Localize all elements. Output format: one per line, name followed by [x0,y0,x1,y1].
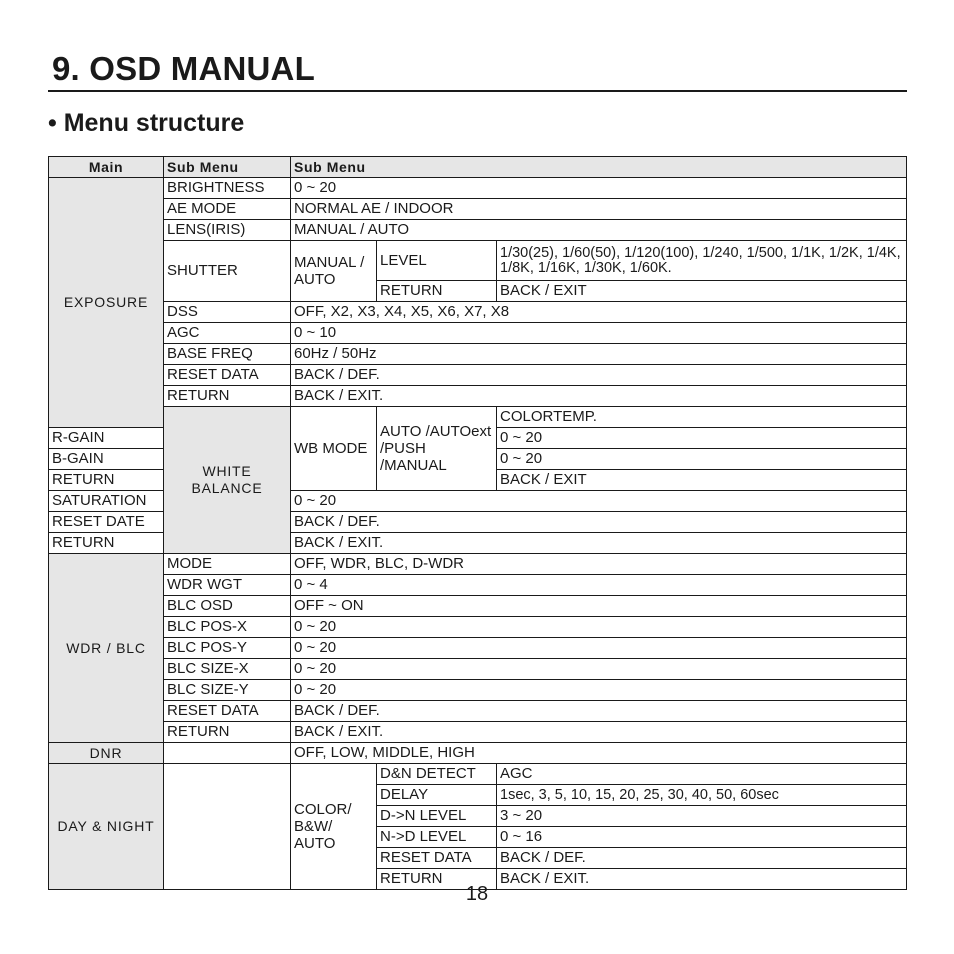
item-value: BACK / DEF. [291,365,907,386]
main-exposure: EXPOSURE [49,178,164,428]
item-value: 0 ~ 20 [291,638,907,659]
item-value: 60Hz / 50Hz [291,344,907,365]
item-value: 0 ~ 20 [291,617,907,638]
sub-item-value: BACK / EXIT [497,470,907,491]
item-value: 0 ~ 20 [291,680,907,701]
sub-item-name: N->D LEVEL [377,827,497,848]
item-name: MODE [164,554,291,575]
table-row [49,617,907,638]
item-value: OFF, LOW, MIDDLE, HIGH [291,743,907,764]
table-row [49,701,907,722]
sub-item-name: RETURN [49,470,164,491]
table-row [49,575,907,596]
table-row [49,178,907,199]
sub-item-name: D->N LEVEL [377,806,497,827]
sub-item-name: RETURN [377,869,497,890]
header-sub-menu-1: Sub Menu [164,157,291,178]
item-name: SHUTTER [164,241,291,302]
table-row [49,596,907,617]
table-row [49,365,907,386]
item-value: BACK / DEF. [291,512,907,533]
item-name-empty [164,743,291,764]
sub-item-name: RETURN [377,281,497,302]
main-wdr-blc: WDR / BLC [49,554,164,743]
sub-item-value: 1/30(25), 1/60(50), 1/120(100), 1/240, 1/500, 1/1K, 1/2K, 1/4K, 1/8K, 1/16K, 1/30K, 1/60K. [497,241,907,281]
sub-item-value: BACK / EXIT. [497,869,907,890]
item-name: BLC POS-Y [164,638,291,659]
item-value: 0 ~ 20 [291,659,907,680]
shutter-mode: MANUAL / AUTO [291,241,377,302]
item-name: WB MODE [291,407,377,491]
day-night-mode: COLOR/ B&W/ AUTO [291,764,377,890]
item-name: BASE FREQ [164,344,291,365]
title-divider [48,90,907,92]
item-name: DSS [164,302,291,323]
item-name: RETURN [49,533,164,554]
item-value: OFF ~ ON [291,596,907,617]
main-dnr: DNR [49,743,164,764]
page-number: 18 [465,883,489,905]
item-name: RESET DATE [49,512,164,533]
item-value: BACK / EXIT. [291,533,907,554]
sub-item-name: RESET DATA [377,848,497,869]
header-main: Main [49,157,164,178]
sub-item-name: DELAY [377,785,497,806]
table-row [49,241,907,281]
page-title: 9. OSD MANUAL [52,50,315,87]
sub-item-value: BACK / EXIT [497,281,907,302]
table-row [49,554,907,575]
sub-item-value: 3 ~ 20 [497,806,907,827]
table-row [49,764,907,785]
item-value: OFF, WDR, BLC, D-WDR [291,554,907,575]
table-row [49,344,907,365]
sub-item-name: COLORTEMP. [497,407,907,428]
item-name: SATURATION [49,491,164,512]
item-name: RESET DATA [164,365,291,386]
header-sub-menu-2: Sub Menu [291,157,907,178]
sub-item-value: 0 ~ 20 [497,449,907,470]
item-value: BACK / DEF. [291,701,907,722]
item-name: LENS(IRIS) [164,220,291,241]
main-day-night: DAY & NIGHT [49,764,164,890]
table-row [49,323,907,344]
sub-item-value: 1sec, 3, 5, 10, 15, 20, 25, 30, 40, 50, 60sec [497,785,907,806]
table-row [49,302,907,323]
section-heading: • Menu structure [48,109,245,137]
item-name: WDR WGT [164,575,291,596]
table-row [49,638,907,659]
item-value: OFF, X2, X3, X4, X5, X6, X7, X8 [291,302,907,323]
sub-item-value: 0 ~ 16 [497,827,907,848]
item-name: RETURN [164,722,291,743]
table-row [49,743,907,764]
item-name: RETURN [164,386,291,407]
item-value: 0 ~ 20 [291,491,907,512]
sub-item-name: LEVEL [377,241,497,281]
menu-structure-table [48,156,907,890]
main-white-balance: WHITE BALANCE [164,407,291,554]
item-name: BLC OSD [164,596,291,617]
item-name-empty [164,764,291,890]
table-row [49,722,907,743]
item-value: 0 ~ 10 [291,323,907,344]
sub-item-value: AGC [497,764,907,785]
item-name: AE MODE [164,199,291,220]
wb-mode-options: AUTO /AUTOext /PUSH /MANUAL [377,407,497,491]
sub-item-value: 0 ~ 20 [497,428,907,449]
item-value: BACK / EXIT. [291,722,907,743]
table-row [49,386,907,407]
table-row [49,659,907,680]
item-name: RESET DATA [164,701,291,722]
table-header-row [49,157,907,178]
sub-item-value: BACK / DEF. [497,848,907,869]
item-value: BACK / EXIT. [291,386,907,407]
item-value: 0 ~ 20 [291,178,907,199]
item-name: BRIGHTNESS [164,178,291,199]
table-row [49,680,907,701]
table-row [49,199,907,220]
item-name: BLC SIZE-Y [164,680,291,701]
table-row [49,407,907,428]
sub-item-name: R-GAIN [49,428,164,449]
table-row [49,220,907,241]
item-value: NORMAL AE / INDOOR [291,199,907,220]
item-name: BLC SIZE-X [164,659,291,680]
item-name: BLC POS-X [164,617,291,638]
sub-item-name: B-GAIN [49,449,164,470]
item-value: MANUAL / AUTO [291,220,907,241]
sub-item-name: D&N DETECT [377,764,497,785]
item-value: 0 ~ 4 [291,575,907,596]
item-name: AGC [164,323,291,344]
